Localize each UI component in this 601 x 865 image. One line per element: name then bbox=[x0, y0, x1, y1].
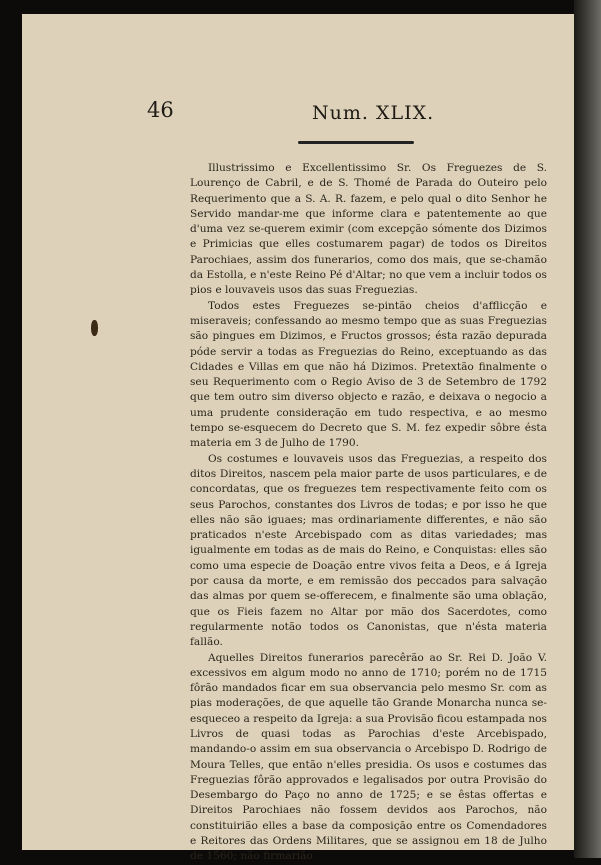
paragraph: Illustrissimo e Excellentissimo Sr. Os Freguezes de S. Lourenço de Cabril, e de S. Thomé de Parada do Outeiro pelo Requerimento que a S. A. R. fazem, e pelo qual o dito Senhor he Servido mandar-me que informe clara e patentemente ao que d'uma vez se-querem eximir (com excepção sómente dos Dizimos e Primicias que elles costumarem pagar) de todos os Direitos Parochiaes, assim dos funerarios, como dos mais, que se-chamão da Estolla, e n'este Reino Pé d'Altar; no que vem a incluir todos os pios e louvaveis usos das suas Freguezias. bbox=[190, 162, 547, 297]
heading-rule bbox=[298, 141, 414, 144]
paragraph: Todos estes Freguezes se-pintão cheios d'afflicção e miseraveis; confessando ao mesmo tempo que as suas Freguezias são pingues em Dizimos, e Fructos grossos; ésta razão depurada póde servir a todas as Freguezias do Reino, exceptuando as das Cidades e Villas em que não há Dizimos. Pretextão finalmente o seu Requerimento com o Regio Aviso de 3 de Setembro de 1792 que tem outro sim diverso objecto e razão, e deixava o negocio a uma prudente consideração em tudo respectiva, e ao mesmo tempo se-esquecem do Decreto que S. M. fez expedir sôbre ésta materia em 3 de Julho de 1790. bbox=[190, 299, 547, 450]
page-body bbox=[190, 161, 547, 865]
book-page bbox=[22, 14, 576, 863]
page-number: 46 bbox=[147, 98, 174, 122]
document-heading: Num. XLIX. bbox=[312, 102, 435, 124]
paragraph: Aquelles Direitos funerarios parecêrão ao Sr. Rei D. João V. excessivos em algum modo no anno de 1710; porém no de 1715 fôrão mandados ficar em sua observancia pelo mesmo Sr. com as pias moderações, de que aquelle tão Grande Monarcha nunca se-esqueceo a respeito da Igreja: a sua Provisão ficou estampada nos Livros de quasi todas as Parochias d'este Arcebispado, mandando-o assim em sua observancia o Arcebispo D. Rodrigo de Moura Telles, que então n'elles presidia. Os usos e costumes das Freguezias fôrão approvados e legalisados por outra Provisão do Desembargo do Paço no anno de 1725; e se êstas offertas e Direitos Parochiaes não fossem devidos aos Parochos, não constituirião elles a base da composição entre os Comendadores e Reitores das Ordens Militares, que se assignou em 18 de Julho de 1560; não firmarião bbox=[190, 651, 547, 863]
ink-blot bbox=[91, 320, 98, 336]
book-gutter bbox=[574, 0, 601, 858]
paragraph: Os costumes e louvaveis usos das Freguezias, a respeito dos ditos Direitos, nascem pela maior parte de usos particulares, e de concordatas, que os freguezes tem respectivamente feito com os seus Parochos, constantes dos Livros de todas; e por isso he que elles não são iguaes; mas ordinariamente differentes, e não são praticados n'este Arcebispado com as ditas variedades; mas igualmente em todas as de mais do Reino, e Conquistas: elles são como uma especie de Doação entre vivos feita a Deos, e á Igreja por causa da morte, e em remissão dos peccados para salvação das almas por quem se-offerecem, e finalmente são uma oblação, que os Fieis fazem no Altar por mão dos Sacerdotes, como regularmente notão todos os Canonistas, que n'ésta materia fallão. bbox=[190, 452, 547, 649]
